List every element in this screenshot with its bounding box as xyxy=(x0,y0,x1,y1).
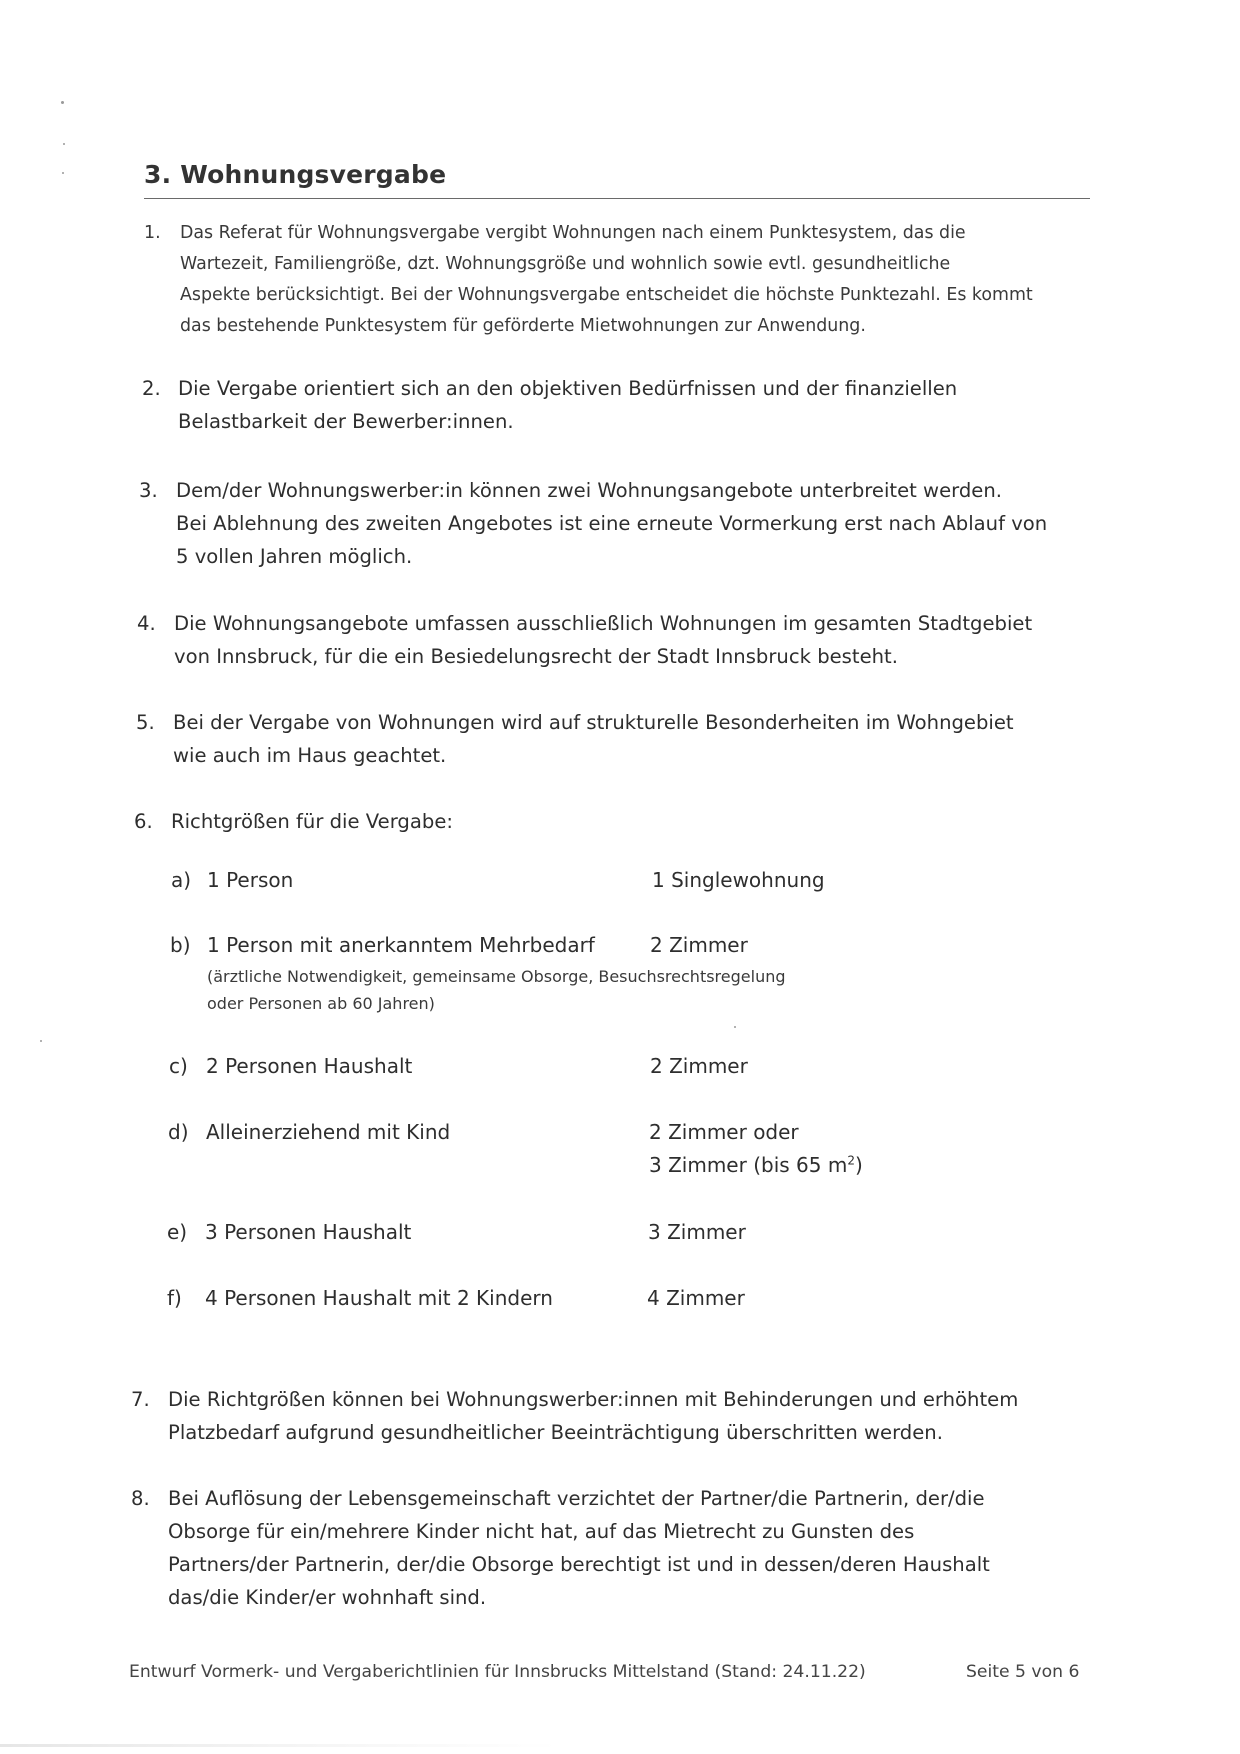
size-note-line: oder Personen ab 60 Jahren) xyxy=(207,994,435,1013)
size-value: 2 Zimmer xyxy=(650,933,748,957)
scan-speck xyxy=(63,143,65,145)
size-letter: c) xyxy=(169,1054,188,1078)
item-line: Die Vergabe orientiert sich an den objektiven Bedürfnissen und der finanziellen xyxy=(178,377,958,400)
item-text xyxy=(174,607,1032,673)
item-number: 5. xyxy=(136,711,155,734)
item-line: Bei Auflösung der Lebensgemeinschaft verzichtet der Partner/die Partnerin, der/die xyxy=(168,1487,985,1510)
item-line: Die Richtgrößen können bei Wohnungswerber:innen mit Behinderungen und erhöhtem xyxy=(168,1388,1019,1411)
scan-speck xyxy=(734,1026,736,1028)
size-label: 1 Person mit anerkanntem Mehrbedarf xyxy=(207,933,595,957)
item-line: das/die Kinder/er wohnhaft sind. xyxy=(168,1586,487,1609)
size-value-alt-close: ) xyxy=(854,1153,863,1177)
item-number: 4. xyxy=(137,612,156,635)
item-line: Aspekte berücksichtigt. Bei der Wohnungsvergabe entscheidet die höchste Punktezahl. Es kommt xyxy=(180,285,1033,305)
item-line: Bei der Vergabe von Wohnungen wird auf strukturelle Besonderheiten im Wohngebiet xyxy=(173,711,1014,734)
size-label: 4 Personen Haushalt mit 2 Kindern xyxy=(205,1286,553,1310)
size-value-alt xyxy=(649,1153,863,1177)
size-value: 1 Singlewohnung xyxy=(652,868,825,892)
size-letter: e) xyxy=(167,1220,188,1244)
item-text xyxy=(168,1383,1018,1449)
item-line: Richtgrößen für die Vergabe: xyxy=(171,810,453,833)
item-number: 1. xyxy=(144,223,161,243)
item-number: 7. xyxy=(131,1388,150,1411)
item-text xyxy=(168,1482,990,1614)
size-label: 3 Personen Haushalt xyxy=(205,1220,412,1244)
item-line: Dem/der Wohnungswerber:in können zwei Wohnungsangebote unterbreitet werden. xyxy=(176,479,1002,502)
size-value: 2 Zimmer xyxy=(650,1054,748,1078)
size-value: 4 Zimmer xyxy=(647,1286,745,1310)
item-line: von Innsbruck, für die ein Besiedelungsrecht der Stadt Innsbruck besteht. xyxy=(174,645,898,668)
item-line: Platzbedarf aufgrund gesundheitlicher Beeinträchtigung überschritten werden. xyxy=(168,1421,943,1444)
item-text xyxy=(173,706,1014,772)
section-title: 3. Wohnungsvergabe xyxy=(144,160,447,189)
item-number: 3. xyxy=(139,479,158,502)
item-text xyxy=(176,474,1047,573)
size-label: Alleinerziehend mit Kind xyxy=(206,1120,451,1144)
size-label: 1 Person xyxy=(207,868,294,892)
item-text xyxy=(178,372,957,438)
item-line: Belastbarkeit der Bewerber:innen. xyxy=(178,410,514,433)
size-letter: d) xyxy=(168,1120,189,1144)
item-line: Die Wohnungsangebote umfassen ausschließlich Wohnungen im gesamten Stadtgebiet xyxy=(174,612,1033,635)
item-line: das bestehende Punktesystem für geförderte Mietwohnungen zur Anwendung. xyxy=(180,316,866,336)
scan-edge-shadow xyxy=(0,1744,560,1747)
item-number: 8. xyxy=(131,1487,150,1510)
item-line: Wartezeit, Familiengröße, dzt. Wohnungsgröße und wohnlich sowie evtl. gesundheitliche xyxy=(180,254,951,274)
item-line: Partners/der Partnerin, der/die Obsorge berechtigt ist und in dessen/deren Haushalt xyxy=(168,1553,990,1576)
item-text xyxy=(171,805,453,838)
size-note xyxy=(207,963,786,1017)
size-letter: b) xyxy=(170,933,191,957)
footer-page-number: Seite 5 von 6 xyxy=(966,1662,1080,1682)
size-letter: a) xyxy=(171,868,192,892)
item-number: 6. xyxy=(134,810,153,833)
item-line: Obsorge für ein/mehrere Kinder nicht hat, auf das Mietrecht zu Gunsten des xyxy=(168,1520,915,1543)
scan-speck xyxy=(40,1040,42,1042)
size-label: 2 Personen Haushalt xyxy=(206,1054,413,1078)
item-line: wie auch im Haus geachtet. xyxy=(173,744,447,767)
heading-rule xyxy=(144,198,1090,199)
item-line: Bei Ablehnung des zweiten Angebotes ist eine erneute Vormerkung erst nach Ablauf von xyxy=(176,512,1048,535)
size-note-line: (ärztliche Notwendigkeit, gemeinsame Obsorge, Besuchsrechtsregelung xyxy=(207,967,786,986)
footer-document-title: Entwurf Vormerk- und Vergaberichtlinien für Innsbrucks Mittelstand (Stand: 24.11.22) xyxy=(129,1662,866,1682)
size-value: 3 Zimmer xyxy=(648,1220,746,1244)
scan-speck xyxy=(61,101,64,104)
item-line: 5 vollen Jahren möglich. xyxy=(176,545,413,568)
item-number: 2. xyxy=(142,377,161,400)
item-line: Das Referat für Wohnungsvergabe vergibt Wohnungen nach einem Punktesystem, das die xyxy=(180,223,966,243)
item-text xyxy=(180,218,1033,342)
size-letter: f) xyxy=(167,1286,182,1310)
size-value: 2 Zimmer oder xyxy=(649,1120,799,1144)
scan-speck xyxy=(62,172,64,174)
size-value-alt-text: 3 Zimmer (bis 65 m xyxy=(649,1153,848,1177)
superscript-two: 2 xyxy=(847,1153,855,1168)
